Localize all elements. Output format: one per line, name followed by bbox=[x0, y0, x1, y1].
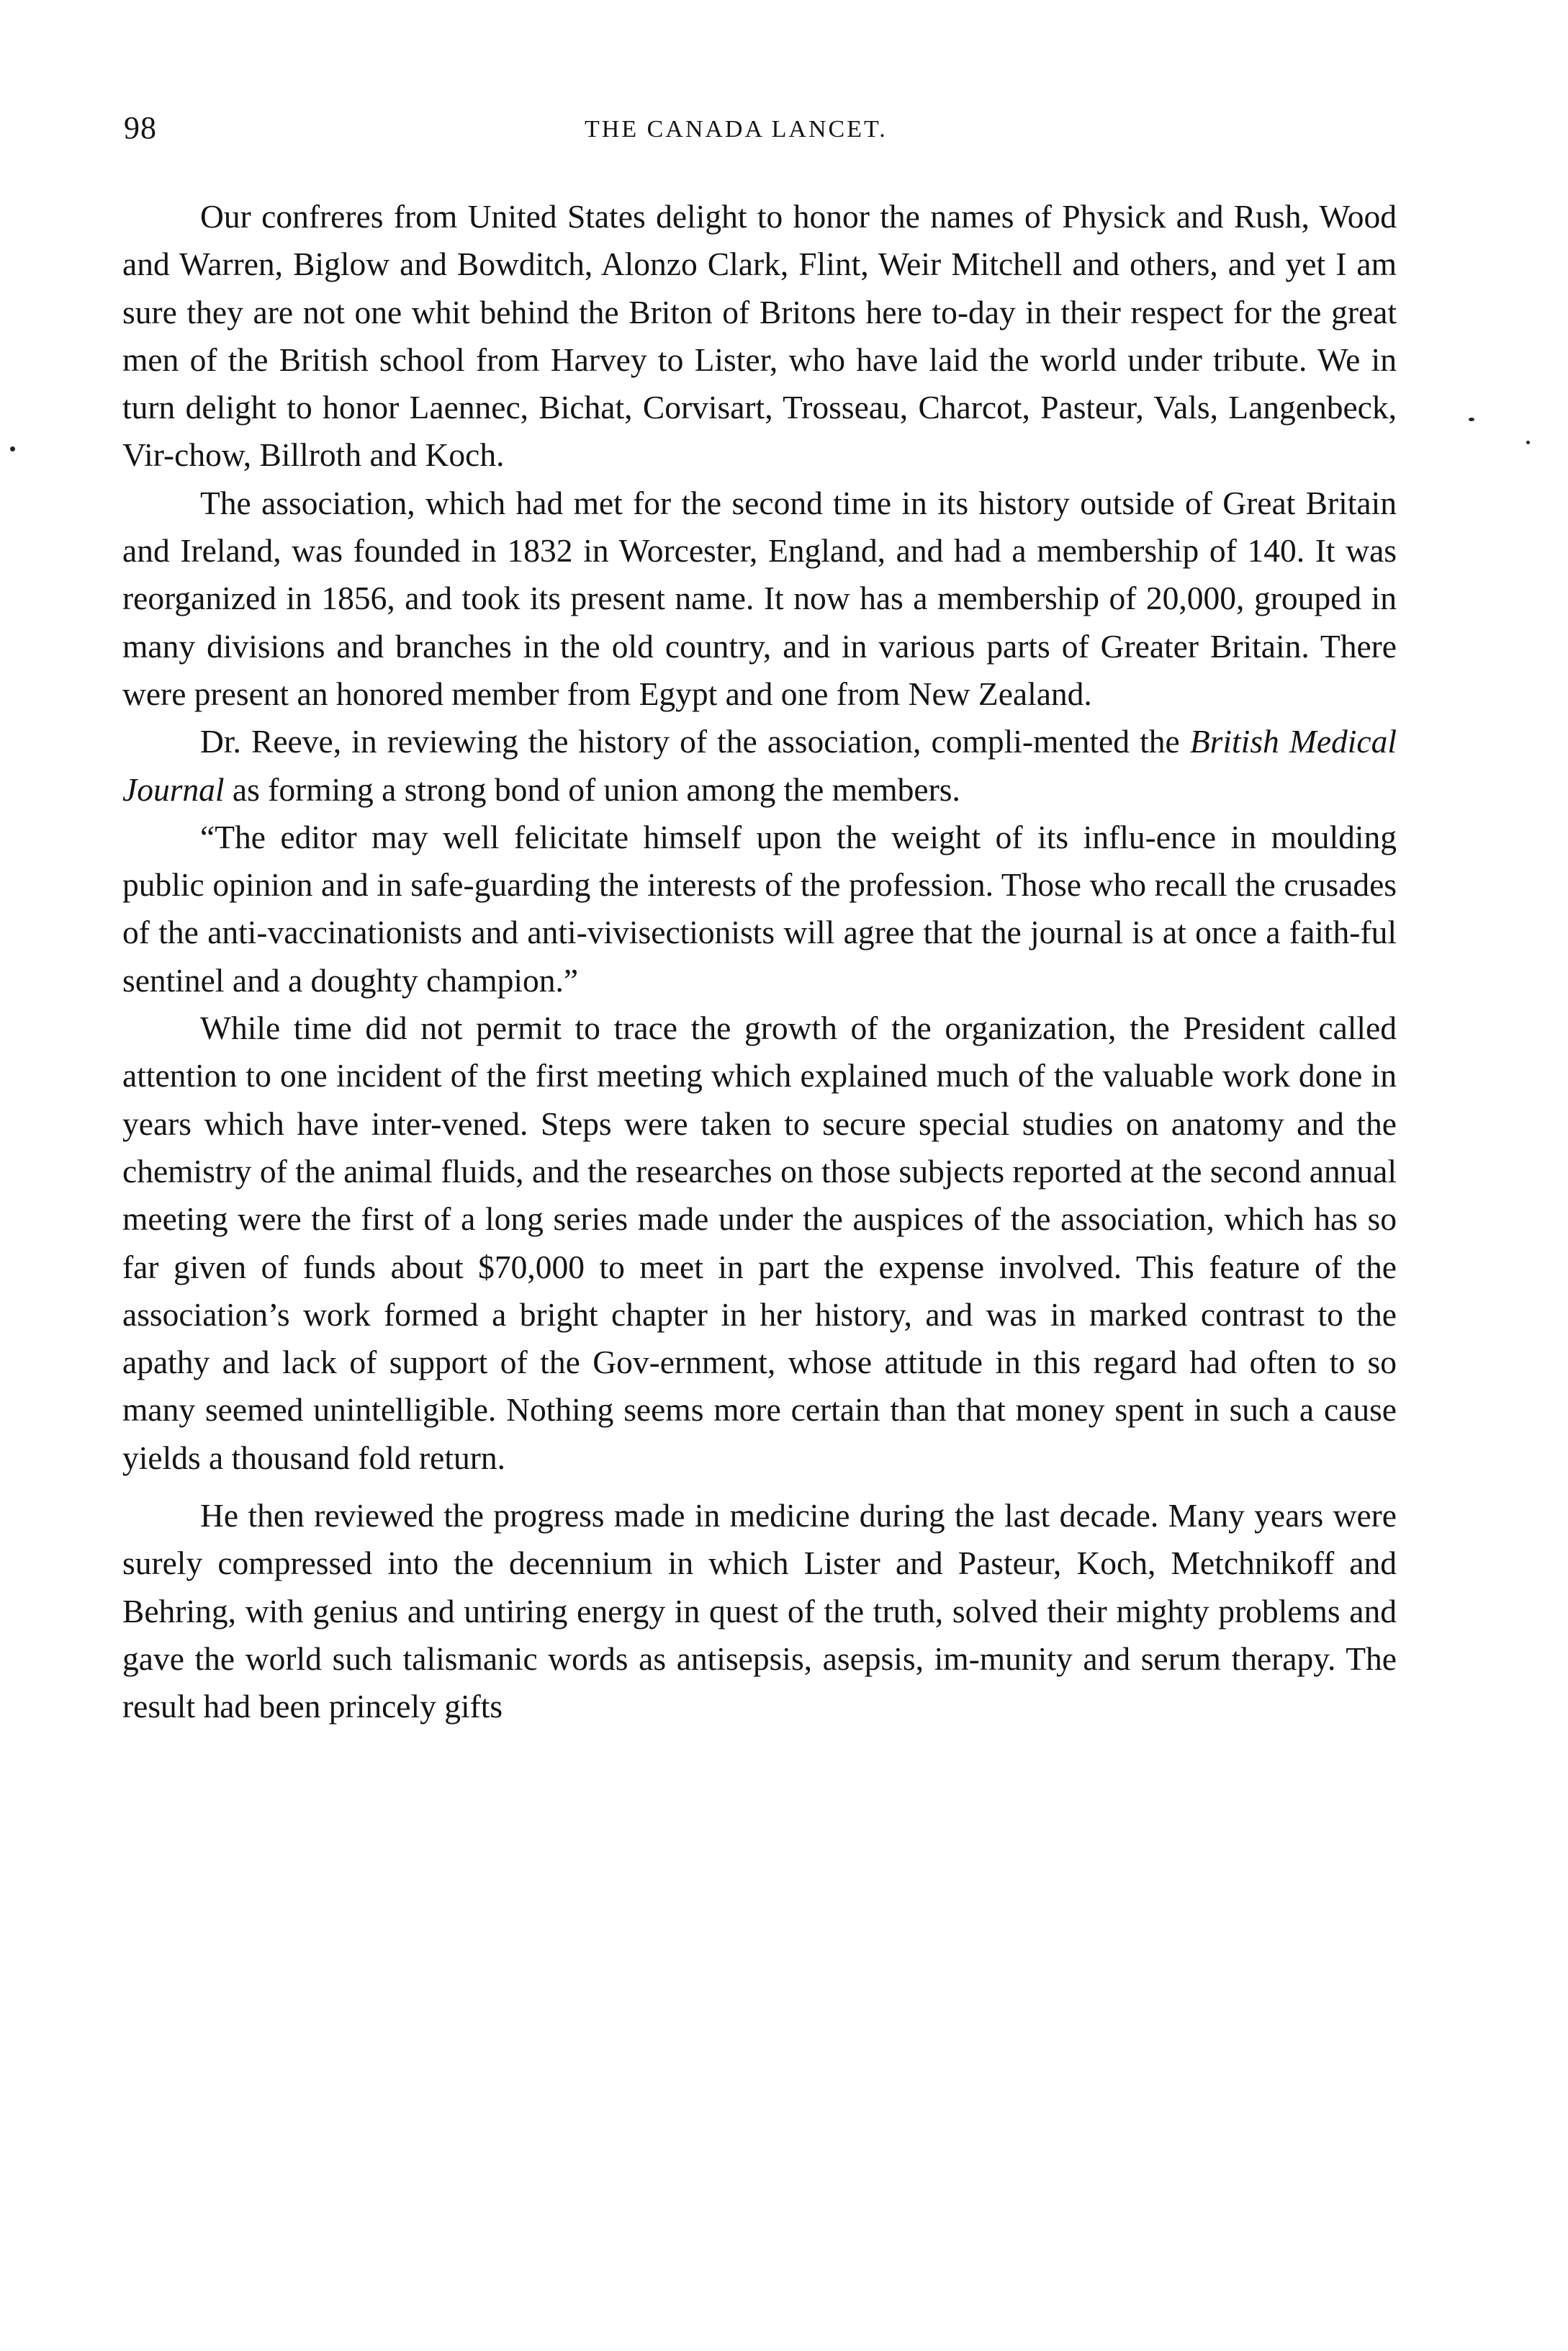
scan-speck bbox=[1469, 418, 1474, 421]
paragraph-dr-reeve bbox=[122, 718, 1397, 814]
paragraph-dr-reeve-end: as forming a strong bond of union among the members. bbox=[224, 770, 960, 808]
scan-speck bbox=[1526, 441, 1530, 444]
scan-speck bbox=[10, 446, 15, 451]
journal-title: British Medical Journal bbox=[122, 723, 1397, 808]
paragraph-confreres: Our confreres from United States delight to honor the names of Physick and Rush, Wood and Warren, Biglow and Bowditch, Alonzo Clark, Flint, Weir Mitchell and others, and yet I am sure they are not one whit behind the Briton of Britons here to-day in their respect for the great men of the British school from Harvey to Lister, who have laid the world under tribute. We in turn delight to honor Laennec, Bichat, Corvisart, Trosseau, Charcot, Pasteur, Vals, Langenbeck, Vir-chow, Billroth and Koch. bbox=[122, 198, 1397, 474]
paragraph-association-history: The association, which had met for the second time in its history outside of Great Britain and Ireland, was founded in 1832 in Worcester, England, and had a membership of 140. It was reorganized in 1856, and took its present name. It now has a membership of 20,000, grouped in many divisions and branches in the old country, and in various parts of Greater Britain. There were present an honored member from Egypt and one from New Zealand. bbox=[122, 484, 1397, 712]
paragraph-dr-reeve-start: Dr. Reeve, in reviewing the history of the association, compli-mented the bbox=[200, 723, 1190, 760]
paragraph-growth-of-organization: While time did not permit to trace the growth of the organization, the President called attention to one incident of the first meeting which explained much of the valuable work done in years which have inter-vened. Steps were taken to secure special studies on anatomy and the chemistry of the animal fluids, and the researches on those subjects reported at the second annual meeting were the first of a long series made under the auspices of the association, which has so far given of funds about $70,000 to meet in part the expense involved. This feature of the association’s work formed a bright chapter in her history, and was in marked contrast to the apathy and lack of support of the Gov-ernment, whose attitude in this regard had often to so many seemed unintelligible. Nothing seems more certain than that money spent in such a cause yields a thousand fold return. bbox=[122, 1010, 1397, 1476]
page-number: 98 bbox=[124, 110, 157, 145]
article-body bbox=[122, 193, 1397, 1731]
paragraph-editor-quote: “The editor may well felicitate himself upon the weight of its influ-ence in moulding public opinion and in safe-guarding the interests of the profession. Those who recall the crusades of the anti-vaccinationists and anti-vivisectionists will agree that the journal is at once a faith-ful sentinel and a doughty champion.” bbox=[122, 818, 1397, 999]
page-header bbox=[124, 107, 1391, 157]
running-head: THE CANADA LANCET. bbox=[585, 116, 888, 143]
paragraph-progress-in-medicine: He then reviewed the progress made in medicine during the last decade. Many years were surely compressed into the decennium in which Lister and Pasteur, Koch, Metchnikoff and Behring, with genius and untiring energy in quest of the truth, solved their mighty problems and gave the world such talismanic words as antisepsis, asepsis, im-munity and serum therapy. The result had been princely gifts bbox=[122, 1497, 1397, 1725]
